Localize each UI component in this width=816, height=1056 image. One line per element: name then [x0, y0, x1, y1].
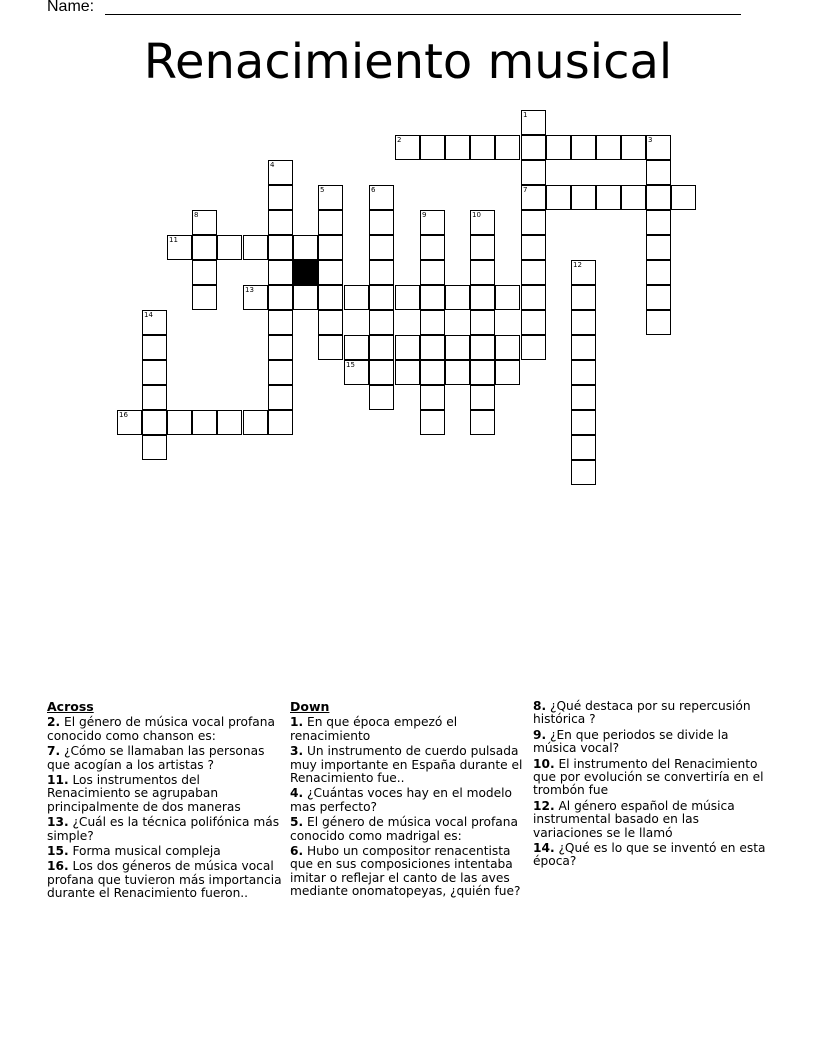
clue-item [533, 729, 769, 756]
clue-item [47, 774, 287, 814]
crossword-cell[interactable] [293, 235, 318, 260]
clue-item [290, 745, 526, 785]
crossword-cell[interactable] [571, 310, 596, 335]
crossword-cell[interactable] [646, 260, 671, 285]
cell-number: 2 [397, 136, 402, 144]
cell-number: 12 [573, 261, 582, 269]
crossword-cell[interactable] [369, 235, 394, 260]
clue-text: ¿En que periodos se divide la música vocal? [533, 727, 729, 756]
crossword-cell[interactable] [142, 335, 167, 360]
crossword-cell[interactable] [521, 335, 546, 360]
crossword-cell[interactable] [470, 135, 495, 160]
clue-item [47, 860, 287, 900]
clue-number: 3. [290, 744, 304, 759]
crossword-cell[interactable] [369, 385, 394, 410]
crossword-cell[interactable] [495, 360, 520, 385]
crossword-cell[interactable] [318, 285, 343, 310]
clue-text: ¿Cómo se llamaban las personas que acogían a los artistas ? [47, 744, 265, 772]
crossword-cell[interactable] [470, 335, 495, 360]
crossword-cell[interactable] [571, 385, 596, 410]
clue-number: 4. [290, 786, 304, 801]
cell-number: 14 [144, 311, 153, 319]
cell-number: 11 [169, 236, 178, 244]
crossword-cell[interactable] [546, 185, 571, 210]
cell-number: 1 [523, 111, 528, 119]
clue-number: 14. [533, 841, 555, 856]
crossword-cell[interactable] [268, 385, 293, 410]
crossword-cell[interactable] [495, 335, 520, 360]
crossword-cell[interactable] [192, 410, 217, 435]
clue-number: 10. [533, 756, 555, 771]
crossword-cell[interactable] [470, 410, 495, 435]
crossword-cell[interactable] [318, 235, 343, 260]
crossword-cell[interactable] [243, 285, 268, 310]
crossword-cell[interactable] [395, 285, 420, 310]
crossword-cell[interactable] [395, 360, 420, 385]
crossword-cell[interactable] [470, 385, 495, 410]
crossword-cell[interactable] [470, 235, 495, 260]
crossword-cell[interactable] [192, 260, 217, 285]
crossword-cell[interactable] [646, 185, 671, 210]
clue-item [290, 845, 526, 899]
crossword-cell[interactable] [521, 160, 546, 185]
crossword-cell[interactable] [445, 335, 470, 360]
crossword-cell[interactable] [445, 285, 470, 310]
clue-number: 2. [47, 715, 61, 730]
crossword-cell[interactable] [646, 310, 671, 335]
crossword-cell[interactable] [621, 185, 646, 210]
crossword-cell[interactable] [521, 210, 546, 235]
crossword-cell[interactable] [470, 360, 495, 385]
crossword-cell[interactable] [395, 135, 420, 160]
clue-number: 7. [47, 744, 61, 759]
clue-number: 11. [47, 773, 69, 788]
crossword-cell[interactable] [318, 335, 343, 360]
crossword-cell[interactable] [369, 185, 394, 210]
clue-number: 16. [47, 859, 69, 874]
crossword-cell[interactable] [420, 285, 445, 310]
cell-number: 7 [523, 186, 528, 194]
crossword-cell[interactable] [646, 285, 671, 310]
clue-item [47, 845, 287, 858]
clue-item [533, 800, 769, 840]
down-heading: Down [290, 699, 330, 714]
page-title: Renacimiento musical [143, 34, 673, 90]
crossword-cell[interactable] [117, 410, 142, 435]
crossword-cell[interactable] [142, 435, 167, 460]
clue-number: 5. [290, 815, 304, 830]
crossword-cell[interactable] [646, 210, 671, 235]
crossword-cell[interactable] [420, 235, 445, 260]
clue-text: Un instrumento de cuerdo pulsada muy importante en España durante el Renacimiento fue.. [290, 744, 523, 786]
crossword-cell[interactable] [420, 135, 445, 160]
crossword-cell[interactable] [369, 260, 394, 285]
crossword-cell[interactable] [445, 135, 470, 160]
crossword-cell[interactable] [318, 210, 343, 235]
crossword-cell[interactable] [445, 360, 470, 385]
crossword-cell[interactable] [420, 410, 445, 435]
crossword-cell[interactable] [646, 235, 671, 260]
crossword-cell[interactable] [142, 385, 167, 410]
crossword-cell[interactable] [268, 185, 293, 210]
clue-text: Hubo un compositor renacentista que en sus composiciones intentaba imitar o reflejar el canto de las aves mediante onomatopeyas, ¿quién fue? [290, 844, 521, 899]
crossword-cell[interactable] [369, 285, 394, 310]
cell-number: 10 [472, 211, 481, 219]
across-clues [47, 700, 287, 903]
cell-number: 5 [320, 186, 325, 194]
clue-text: Al género español de música instrumental basado en las variaciones se le llamó [533, 798, 735, 840]
crossword-cell[interactable] [495, 135, 520, 160]
crossword-cell[interactable] [369, 335, 394, 360]
clue-text: En que época empezó el renacimiento [290, 715, 458, 743]
crossword-cell[interactable] [268, 335, 293, 360]
crossword-cell[interactable] [546, 135, 571, 160]
crossword-grid [0, 0, 816, 520]
crossword-cell[interactable] [142, 360, 167, 385]
crossword-cell[interactable] [369, 310, 394, 335]
clue-number: 13. [47, 815, 69, 830]
crossword-cell[interactable] [243, 410, 268, 435]
crossword-cell[interactable] [596, 185, 621, 210]
crossword-cell[interactable] [369, 360, 394, 385]
crossword-cell[interactable] [521, 310, 546, 335]
crossword-cell[interactable] [395, 335, 420, 360]
crossword-cell[interactable] [268, 310, 293, 335]
cell-number: 4 [270, 161, 275, 169]
clue-text: ¿Cuál es la técnica polifónica más simple? [47, 815, 280, 843]
crossword-cell[interactable] [268, 410, 293, 435]
crossword-cell[interactable] [268, 235, 293, 260]
clue-item [47, 816, 287, 843]
crossword-cell[interactable] [217, 410, 242, 435]
clue-item [290, 787, 526, 814]
crossword-cell[interactable] [217, 235, 242, 260]
crossword-cell[interactable] [243, 235, 268, 260]
crossword-cell[interactable] [318, 260, 343, 285]
cell-number: 16 [119, 411, 128, 419]
crossword-cell[interactable] [571, 135, 596, 160]
crossword-cell[interactable] [571, 260, 596, 285]
crossword-cell[interactable] [470, 210, 495, 235]
crossword-cell[interactable] [420, 210, 445, 235]
crossword-cell[interactable] [142, 310, 167, 335]
clue-text: Los dos géneros de música vocal profana que tuvieron más importancia durante el Renacimiento fueron.. [47, 859, 282, 901]
cell-number: 8 [194, 211, 199, 219]
crossword-cell[interactable] [596, 135, 621, 160]
crossword-cell[interactable] [142, 410, 167, 435]
cell-number: 3 [648, 136, 653, 144]
crossword-cell[interactable] [192, 285, 217, 310]
crossword-cell[interactable] [571, 185, 596, 210]
crossword-cell[interactable] [571, 335, 596, 360]
crossword-cell[interactable] [470, 310, 495, 335]
crossword-cell[interactable] [420, 310, 445, 335]
crossword-cell[interactable] [268, 210, 293, 235]
crossword-cell[interactable] [646, 160, 671, 185]
crossword-cell[interactable] [621, 135, 646, 160]
crossword-cell[interactable] [318, 185, 343, 210]
cell-number: 13 [245, 286, 254, 294]
crossword-cell[interactable] [369, 210, 394, 235]
crossword-cell[interactable] [521, 260, 546, 285]
crossword-cell[interactable] [521, 135, 546, 160]
crossword-cell[interactable] [671, 185, 696, 210]
clue-item [290, 816, 526, 843]
crossword-cell[interactable] [268, 285, 293, 310]
crossword-cell[interactable] [344, 360, 369, 385]
crossword-black-cell [293, 260, 318, 285]
crossword-cell[interactable] [646, 135, 671, 160]
clue-text: ¿Cuántas voces hay en el modelo mas perfecto? [290, 786, 512, 814]
crossword-cell[interactable] [521, 185, 546, 210]
cell-number: 9 [422, 211, 427, 219]
down-clues [290, 700, 526, 901]
down-clues-continued [533, 700, 769, 871]
crossword-cell[interactable] [571, 360, 596, 385]
clue-item [533, 842, 769, 869]
clue-item [47, 716, 287, 743]
cell-number: 15 [346, 361, 355, 369]
crossword-cell[interactable] [521, 110, 546, 135]
clue-text: ¿Qué es lo que se inventó en esta época? [533, 841, 766, 869]
crossword-cell[interactable] [495, 285, 520, 310]
crossword-cell[interactable] [293, 285, 318, 310]
crossword-cell[interactable] [571, 460, 596, 485]
crossword-cell[interactable] [192, 235, 217, 260]
clue-item [533, 758, 769, 798]
clue-item [290, 716, 526, 743]
crossword-cell[interactable] [344, 335, 369, 360]
crossword-cell[interactable] [268, 160, 293, 185]
crossword-cell[interactable] [167, 235, 192, 260]
crossword-cell[interactable] [420, 335, 445, 360]
crossword-cell[interactable] [521, 235, 546, 260]
clue-item [47, 745, 287, 772]
clue-text: Los instrumentos del Renacimiento se agrupaban principalmente de dos maneras [47, 773, 241, 814]
name-label: Name: [47, 0, 95, 15]
crossword-cell[interactable] [521, 285, 546, 310]
crossword-cell[interactable] [420, 360, 445, 385]
cell-number: 6 [371, 186, 376, 194]
clue-text: ¿Qué destaca por su repercusión histórica ? [533, 699, 751, 727]
clue-number: 15. [47, 844, 69, 859]
clue-item [533, 700, 769, 727]
across-heading: Across [47, 699, 94, 714]
crossword-cell[interactable] [470, 285, 495, 310]
crossword-cell[interactable] [420, 385, 445, 410]
crossword-cell[interactable] [167, 410, 192, 435]
clue-number: 1. [290, 715, 304, 730]
clue-number: 6. [290, 844, 304, 859]
crossword-cell[interactable] [571, 435, 596, 460]
crossword-cell[interactable] [470, 260, 495, 285]
clue-number: 12. [533, 798, 555, 813]
clue-number: 9. [533, 727, 547, 742]
crossword-cell[interactable] [571, 410, 596, 435]
clue-text: El género de música vocal profana conocido como chanson es: [47, 715, 275, 743]
clue-number: 8. [533, 699, 547, 713]
crossword-cell[interactable] [344, 285, 369, 310]
crossword-cell[interactable] [268, 260, 293, 285]
clue-text: El instrumento del Renacimiento que por evolución se convertiría en el trombón fue [533, 756, 764, 798]
crossword-cell[interactable] [318, 310, 343, 335]
clue-text: Forma musical compleja [72, 844, 221, 859]
crossword-cell[interactable] [192, 210, 217, 235]
crossword-cell[interactable] [268, 360, 293, 385]
crossword-cell[interactable] [420, 260, 445, 285]
clue-text: El género de música vocal profana conocido como madrigal es: [290, 815, 518, 843]
crossword-cell[interactable] [571, 285, 596, 310]
